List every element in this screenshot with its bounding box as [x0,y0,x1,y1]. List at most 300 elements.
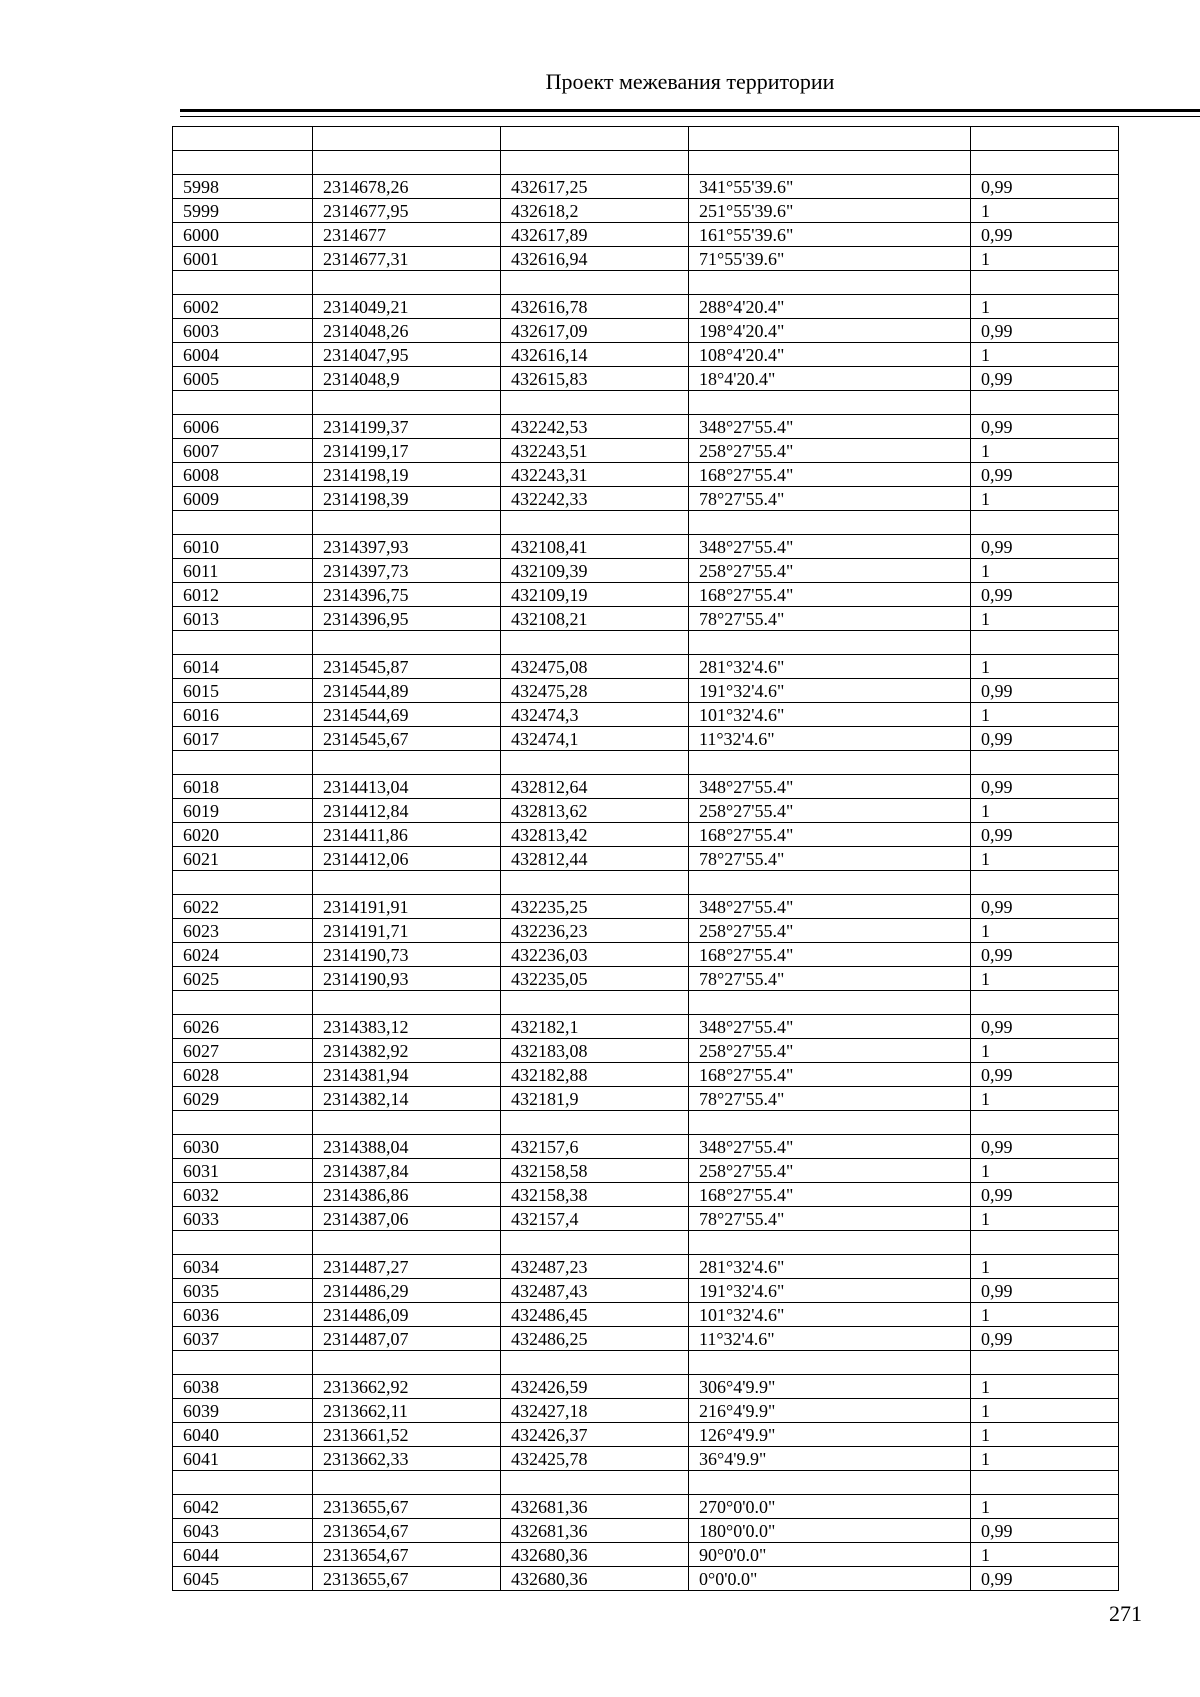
empty-cell [501,127,689,151]
y-coordinate-cell: 432158,58 [501,1159,689,1183]
point-number-cell: 6042 [173,1495,313,1519]
x-coordinate-cell: 2314190,73 [313,943,501,967]
empty-cell [971,271,1119,295]
empty-cell [971,127,1119,151]
empty-cell [313,271,501,295]
length-cell: 1 [971,1159,1119,1183]
empty-cell [501,1231,689,1255]
point-number-cell: 6002 [173,295,313,319]
length-cell: 1 [971,343,1119,367]
direction-angle-cell: 161°55'39.6" [689,223,971,247]
y-coordinate-cell: 432426,59 [501,1375,689,1399]
empty-cell [689,1111,971,1135]
point-number-cell: 6005 [173,367,313,391]
y-coordinate-cell: 432474,1 [501,727,689,751]
length-cell: 1 [971,1303,1119,1327]
table-row [173,1159,1119,1183]
length-cell: 1 [971,655,1119,679]
direction-angle-cell: 78°27'55.4" [689,607,971,631]
x-coordinate-cell: 2314677,95 [313,199,501,223]
point-number-cell: 6025 [173,967,313,991]
length-cell: 0,99 [971,1183,1119,1207]
length-cell: 1 [971,1495,1119,1519]
point-number-cell: 6019 [173,799,313,823]
length-cell: 1 [971,607,1119,631]
direction-angle-cell: 101°32'4.6" [689,703,971,727]
point-number-cell: 6037 [173,1327,313,1351]
point-number-cell: 5998 [173,175,313,199]
direction-angle-cell: 258°27'55.4" [689,1039,971,1063]
point-number-cell: 6018 [173,775,313,799]
direction-angle-cell: 198°4'20.4" [689,319,971,343]
y-coordinate-cell: 432617,89 [501,223,689,247]
point-number-cell: 6008 [173,463,313,487]
empty-cell [689,271,971,295]
table-row [173,175,1119,199]
point-number-cell: 6004 [173,343,313,367]
separator-row [173,1471,1119,1495]
x-coordinate-cell: 2314386,86 [313,1183,501,1207]
y-coordinate-cell: 432158,38 [501,1183,689,1207]
table-row [173,415,1119,439]
y-coordinate-cell: 432109,39 [501,559,689,583]
x-coordinate-cell: 2314388,04 [313,1135,501,1159]
direction-angle-cell: 11°32'4.6" [689,727,971,751]
x-coordinate-cell: 2313654,67 [313,1519,501,1543]
empty-cell [971,1351,1119,1375]
direction-angle-cell: 11°32'4.6" [689,1327,971,1351]
x-coordinate-cell: 2313662,92 [313,1375,501,1399]
separator-row [173,391,1119,415]
y-coordinate-cell: 432475,08 [501,655,689,679]
point-number-cell: 6010 [173,535,313,559]
table-row [173,799,1119,823]
length-cell: 0,99 [971,1135,1119,1159]
length-cell: 0,99 [971,1519,1119,1543]
table-row [173,223,1119,247]
table-row [173,463,1119,487]
separator-row [173,631,1119,655]
direction-angle-cell: 71°55'39.6" [689,247,971,271]
y-coordinate-cell: 432242,33 [501,487,689,511]
direction-angle-cell: 258°27'55.4" [689,799,971,823]
x-coordinate-cell: 2314487,07 [313,1327,501,1351]
point-number-cell: 6013 [173,607,313,631]
table-row [173,823,1119,847]
table-row [173,1183,1119,1207]
point-number-cell: 6026 [173,1015,313,1039]
direction-angle-cell: 288°4'20.4" [689,295,971,319]
empty-cell [313,1471,501,1495]
point-number-cell: 6043 [173,1519,313,1543]
y-coordinate-cell: 432243,31 [501,463,689,487]
table-row [173,1207,1119,1231]
length-cell: 0,99 [971,823,1119,847]
table-row [173,535,1119,559]
empty-cell [313,391,501,415]
empty-cell [689,631,971,655]
length-cell: 1 [971,439,1119,463]
length-cell: 0,99 [971,583,1119,607]
y-coordinate-cell: 432618,2 [501,199,689,223]
empty-cell [501,1351,689,1375]
empty-cell [689,151,971,175]
direction-angle-cell: 78°27'55.4" [689,847,971,871]
table-row [173,367,1119,391]
point-number-cell: 6033 [173,1207,313,1231]
table-row [173,1495,1119,1519]
point-number-cell: 6012 [173,583,313,607]
x-coordinate-cell: 2314678,26 [313,175,501,199]
page-number: 271 [1109,1601,1142,1626]
direction-angle-cell: 348°27'55.4" [689,895,971,919]
table-row [173,1015,1119,1039]
empty-cell [501,151,689,175]
y-coordinate-cell: 432486,25 [501,1327,689,1351]
x-coordinate-cell: 2314396,75 [313,583,501,607]
table-row [173,1279,1119,1303]
y-coordinate-cell: 432616,78 [501,295,689,319]
y-coordinate-cell: 432236,03 [501,943,689,967]
table-row [173,727,1119,751]
empty-cell [173,1351,313,1375]
y-coordinate-cell: 432236,23 [501,919,689,943]
direction-angle-cell: 18°4'20.4" [689,367,971,391]
y-coordinate-cell: 432812,64 [501,775,689,799]
table-row [173,895,1119,919]
length-cell: 1 [971,199,1119,223]
y-coordinate-cell: 432616,14 [501,343,689,367]
table-row [173,343,1119,367]
direction-angle-cell: 168°27'55.4" [689,1063,971,1087]
point-number-cell: 6034 [173,1255,313,1279]
table-row [173,1567,1119,1591]
x-coordinate-cell: 2314396,95 [313,607,501,631]
y-coordinate-cell: 432182,88 [501,1063,689,1087]
table-row [173,1063,1119,1087]
empty-cell [971,391,1119,415]
point-number-cell: 6015 [173,679,313,703]
separator-row [173,1231,1119,1255]
empty-cell [313,991,501,1015]
y-coordinate-cell: 432487,43 [501,1279,689,1303]
direction-angle-cell: 341°55'39.6" [689,175,971,199]
empty-cell [313,511,501,535]
y-coordinate-cell: 432681,36 [501,1519,689,1543]
table-row [173,607,1119,631]
direction-angle-cell: 258°27'55.4" [689,919,971,943]
empty-cell [971,751,1119,775]
table-row [173,1135,1119,1159]
length-cell: 0,99 [971,775,1119,799]
empty-cell [173,991,313,1015]
empty-cell [501,511,689,535]
y-coordinate-cell: 432681,36 [501,1495,689,1519]
length-cell: 1 [971,295,1119,319]
point-number-cell: 6014 [173,655,313,679]
table-row [173,1447,1119,1471]
direction-angle-cell: 126°4'9.9" [689,1423,971,1447]
direction-angle-cell: 348°27'55.4" [689,535,971,559]
direction-angle-cell: 101°32'4.6" [689,1303,971,1327]
length-cell: 1 [971,247,1119,271]
y-coordinate-cell: 432108,41 [501,535,689,559]
point-number-cell: 6024 [173,943,313,967]
point-number-cell: 6001 [173,247,313,271]
direction-angle-cell: 168°27'55.4" [689,583,971,607]
point-number-cell: 6000 [173,223,313,247]
y-coordinate-cell: 432813,62 [501,799,689,823]
point-number-cell: 5999 [173,199,313,223]
separator-row [173,151,1119,175]
point-number-cell: 6011 [173,559,313,583]
x-coordinate-cell: 2314382,14 [313,1087,501,1111]
length-cell: 0,99 [971,679,1119,703]
direction-angle-cell: 191°32'4.6" [689,1279,971,1303]
y-coordinate-cell: 432617,09 [501,319,689,343]
x-coordinate-cell: 2314544,89 [313,679,501,703]
empty-cell [689,871,971,895]
table-row [173,295,1119,319]
direction-angle-cell: 348°27'55.4" [689,1015,971,1039]
point-number-cell: 6044 [173,1543,313,1567]
empty-cell [173,511,313,535]
x-coordinate-cell: 2314486,09 [313,1303,501,1327]
length-cell: 0,99 [971,175,1119,199]
empty-cell [313,151,501,175]
length-cell: 1 [971,847,1119,871]
table-row [173,679,1119,703]
table-row [173,439,1119,463]
x-coordinate-cell: 2313654,67 [313,1543,501,1567]
x-coordinate-cell: 2314397,73 [313,559,501,583]
length-cell: 0,99 [971,415,1119,439]
y-coordinate-cell: 432812,44 [501,847,689,871]
y-coordinate-cell: 432157,4 [501,1207,689,1231]
empty-cell [501,1111,689,1135]
header-rule [180,109,1200,112]
table-row [173,703,1119,727]
x-coordinate-cell: 2314411,86 [313,823,501,847]
separator-row [173,1351,1119,1375]
coordinates-table [172,126,1119,1591]
y-coordinate-cell: 432474,3 [501,703,689,727]
x-coordinate-cell: 2314387,06 [313,1207,501,1231]
table-row [173,1423,1119,1447]
direction-angle-cell: 251°55'39.6" [689,199,971,223]
y-coordinate-cell: 432616,94 [501,247,689,271]
length-cell: 1 [971,1207,1119,1231]
y-coordinate-cell: 432426,37 [501,1423,689,1447]
x-coordinate-cell: 2313662,33 [313,1447,501,1471]
y-coordinate-cell: 432235,05 [501,967,689,991]
point-number-cell: 6006 [173,415,313,439]
y-coordinate-cell: 432680,36 [501,1543,689,1567]
length-cell: 0,99 [971,895,1119,919]
x-coordinate-cell: 2313655,67 [313,1495,501,1519]
direction-angle-cell: 216°4'9.9" [689,1399,971,1423]
empty-cell [173,1471,313,1495]
empty-cell [313,1231,501,1255]
table-row [173,919,1119,943]
header-rule-thin [180,116,1200,117]
point-number-cell: 6027 [173,1039,313,1063]
direction-angle-cell: 36°4'9.9" [689,1447,971,1471]
empty-cell [501,631,689,655]
empty-cell [313,871,501,895]
empty-cell [971,511,1119,535]
empty-cell [971,151,1119,175]
direction-angle-cell: 191°32'4.6" [689,679,971,703]
x-coordinate-cell: 2314544,69 [313,703,501,727]
empty-cell [689,127,971,151]
direction-angle-cell: 168°27'55.4" [689,1183,971,1207]
direction-angle-cell: 281°32'4.6" [689,1255,971,1279]
table-row [173,1399,1119,1423]
length-cell: 1 [971,1543,1119,1567]
point-number-cell: 6032 [173,1183,313,1207]
point-number-cell: 6023 [173,919,313,943]
x-coordinate-cell: 2314199,37 [313,415,501,439]
empty-cell [501,871,689,895]
empty-cell [971,1111,1119,1135]
point-number-cell: 6020 [173,823,313,847]
table-row [173,1519,1119,1543]
separator-row [173,271,1119,295]
empty-cell [173,271,313,295]
empty-cell [501,991,689,1015]
separator-row [173,871,1119,895]
length-cell: 0,99 [971,535,1119,559]
x-coordinate-cell: 2314486,29 [313,1279,501,1303]
direction-angle-cell: 258°27'55.4" [689,439,971,463]
length-cell: 0,99 [971,727,1119,751]
length-cell: 1 [971,1423,1119,1447]
length-cell: 0,99 [971,367,1119,391]
table-row [173,943,1119,967]
table-row [173,559,1119,583]
y-coordinate-cell: 432425,78 [501,1447,689,1471]
direction-angle-cell: 78°27'55.4" [689,967,971,991]
y-coordinate-cell: 432182,1 [501,1015,689,1039]
table-row [173,487,1119,511]
empty-cell [689,511,971,535]
direction-angle-cell: 348°27'55.4" [689,1135,971,1159]
length-cell: 0,99 [971,319,1119,343]
x-coordinate-cell: 2314387,84 [313,1159,501,1183]
direction-angle-cell: 168°27'55.4" [689,943,971,967]
x-coordinate-cell: 2314381,94 [313,1063,501,1087]
length-cell: 1 [971,799,1119,823]
length-cell: 1 [971,1087,1119,1111]
x-coordinate-cell: 2314677,31 [313,247,501,271]
empty-cell [173,1231,313,1255]
x-coordinate-cell: 2314191,71 [313,919,501,943]
point-number-cell: 6045 [173,1567,313,1591]
direction-angle-cell: 78°27'55.4" [689,487,971,511]
point-number-cell: 6028 [173,1063,313,1087]
empty-cell [689,391,971,415]
direction-angle-cell: 108°4'20.4" [689,343,971,367]
table-row [173,1375,1119,1399]
empty-cell [501,271,689,295]
direction-angle-cell: 78°27'55.4" [689,1207,971,1231]
table-row [173,847,1119,871]
x-coordinate-cell: 2314199,17 [313,439,501,463]
x-coordinate-cell: 2314677 [313,223,501,247]
direction-angle-cell: 348°27'55.4" [689,415,971,439]
table-row [173,199,1119,223]
empty-cell [689,991,971,1015]
x-coordinate-cell: 2314487,27 [313,1255,501,1279]
point-number-cell: 6021 [173,847,313,871]
y-coordinate-cell: 432487,23 [501,1255,689,1279]
y-coordinate-cell: 432157,6 [501,1135,689,1159]
empty-cell [313,751,501,775]
separator-row [173,991,1119,1015]
x-coordinate-cell: 2314545,87 [313,655,501,679]
length-cell: 1 [971,1375,1119,1399]
x-coordinate-cell: 2314048,26 [313,319,501,343]
point-number-cell: 6003 [173,319,313,343]
y-coordinate-cell: 432680,36 [501,1567,689,1591]
y-coordinate-cell: 432235,25 [501,895,689,919]
y-coordinate-cell: 432108,21 [501,607,689,631]
table-row [173,1255,1119,1279]
length-cell: 1 [971,967,1119,991]
table-row [173,1543,1119,1567]
empty-cell [313,1111,501,1135]
table-row [173,247,1119,271]
y-coordinate-cell: 432486,45 [501,1303,689,1327]
x-coordinate-cell: 2314198,19 [313,463,501,487]
y-coordinate-cell: 432242,53 [501,415,689,439]
separator-row [173,751,1119,775]
empty-cell [501,751,689,775]
empty-cell [173,391,313,415]
page-header-title: Проект межевания территории [545,69,835,94]
length-cell: 1 [971,919,1119,943]
empty-cell [313,127,501,151]
table-row [173,1303,1119,1327]
x-coordinate-cell: 2314545,67 [313,727,501,751]
length-cell: 0,99 [971,1015,1119,1039]
x-coordinate-cell: 2314049,21 [313,295,501,319]
empty-cell [313,631,501,655]
y-coordinate-cell: 432181,9 [501,1087,689,1111]
x-coordinate-cell: 2314191,91 [313,895,501,919]
empty-cell [971,1471,1119,1495]
length-cell: 1 [971,1255,1119,1279]
empty-cell [173,1111,313,1135]
x-coordinate-cell: 2314383,12 [313,1015,501,1039]
empty-cell [173,151,313,175]
empty-cell [501,1471,689,1495]
direction-angle-cell: 0°0'0.0" [689,1567,971,1591]
length-cell: 0,99 [971,1327,1119,1351]
x-coordinate-cell: 2314382,92 [313,1039,501,1063]
empty-cell [971,1231,1119,1255]
y-coordinate-cell: 432475,28 [501,679,689,703]
empty-cell [313,1351,501,1375]
point-number-cell: 6041 [173,1447,313,1471]
empty-cell [689,1351,971,1375]
direction-angle-cell: 306°4'9.9" [689,1375,971,1399]
length-cell: 0,99 [971,1063,1119,1087]
empty-cell [971,991,1119,1015]
separator-row [173,511,1119,535]
direction-angle-cell: 258°27'55.4" [689,1159,971,1183]
